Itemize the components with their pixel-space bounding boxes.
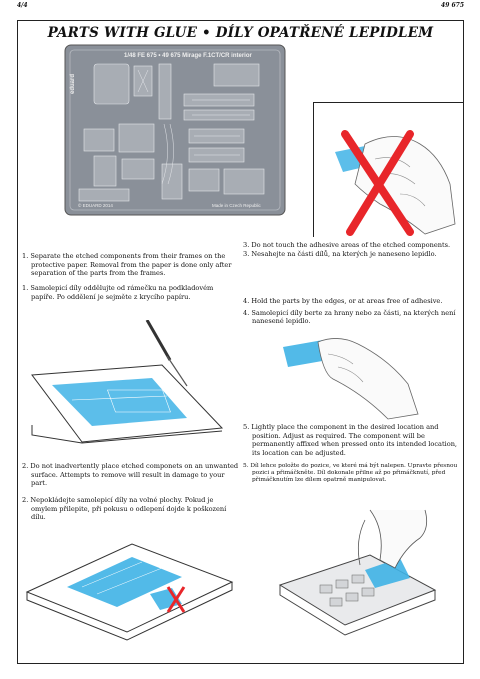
step-4-en: 4. Hold the parts by the edges, or at areas free of adhesive. (243, 297, 443, 305)
step-2-cz: 2. Nepokládejte samolepicí díly na volné plochy. Pokud je omylem přilepite, při pokusu o odlepení dojde k poškození dílu. (22, 496, 227, 522)
no-touch-illustration (315, 104, 463, 236)
step-2-cz-wrap (22, 496, 237, 522)
placement-illustration (270, 500, 445, 650)
fret-copyright: © EDUARD 2014 (78, 203, 113, 208)
step-1-cz: 1. Samolepicí díly oddělujte od rámečku na podkladovém papíře. Po oddělení je sejměte z krycího papíru. (22, 284, 214, 301)
page-number: 4/4 (17, 2, 28, 9)
fret-brand: eduard (70, 73, 76, 94)
step-3-en: 3. Do not touch the adhesive areas of the etched components. (243, 241, 451, 249)
step-5-text (243, 423, 463, 457)
page-title: PARTS WITH GLUE • DÍLY OPATŘENÉ LEPIDLEM (47, 25, 434, 41)
fret-made-in: Made in Czech Republic (212, 203, 261, 208)
step-1-text (22, 252, 240, 278)
step-1-cz-wrap (22, 284, 237, 301)
step-4-text (243, 297, 463, 326)
step-5-cz: 5. Díl lehce položte do pozice, ve které má být nalepen. Upravte přesnou pozici a přimáčkněte. Díl dokonale přilne až po přimáčknutí, před přimáčknutím lze dílem opatrně manipulovat. (243, 463, 458, 484)
fret-heading: 1/48 FE 675 • 49 675 Mirage F.1CT/CR interior (124, 53, 252, 59)
photo-etch-fret (64, 44, 286, 216)
step-3-text (243, 241, 463, 258)
knife-illustration (22, 320, 232, 450)
step-3-cz: 3. Nesahejte na části dílů, na kterých je naneseno lepidlo. (243, 249, 437, 258)
step-5-cz-wrap (243, 463, 461, 485)
step-5-en: 5. Lightly place the component in the desired location and position. Adjust as required. The component will be permanently affixed when pressed onto its intended location, its location can be adjusted. (243, 423, 458, 457)
product-code: 49 675 (441, 2, 464, 9)
step-2-en: 2. Do not inadvertently place etched componets on an unwanted surface. Attempts to remove will result in damage to your part. (22, 462, 239, 488)
step-2-text (22, 462, 240, 488)
step-1-en: 1. Separate the etched components from their frames on the protective paper. Removal from the paper is done only after separation of the parts from the frames. (22, 252, 232, 278)
hand-illustration (278, 332, 428, 422)
misplaced-part-illustration (22, 532, 237, 647)
step-4-cz: 4. Samolepicí díly berte za hrany nebo za části, na kterých není nanesené lepidlo. (243, 308, 456, 326)
